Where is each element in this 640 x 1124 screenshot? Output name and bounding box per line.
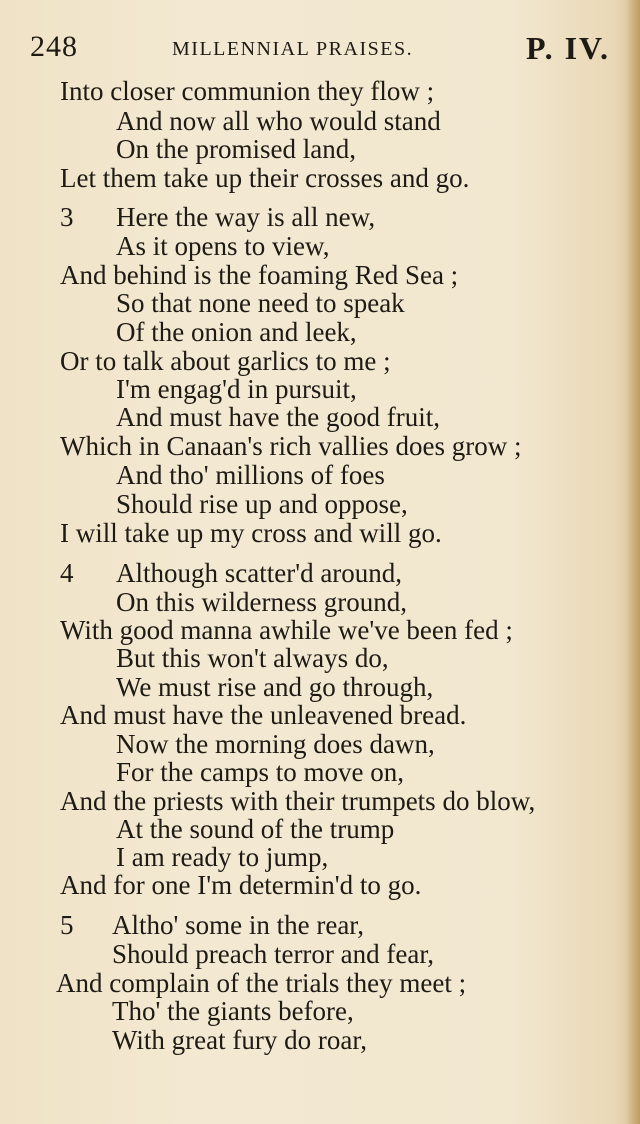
verse-line: And tho' millions of foes [116, 460, 385, 490]
verse-line: Or to talk about garlics to me ; [60, 346, 391, 376]
verse-line: And must have the unleavened bread. [60, 700, 467, 730]
verse-line: With great fury do roar, [112, 1025, 367, 1055]
verse-line: And now all who would stand [116, 106, 441, 136]
verse-line: Which in Canaan's rich vallies does grow ; [60, 431, 522, 461]
verse-line: And must have the good fruit, [116, 402, 440, 432]
page-header [30, 30, 610, 70]
verse-line: Should preach terror and fear, [112, 939, 435, 969]
verse-line: Of the onion and leek, [116, 317, 357, 347]
running-title: MILLENNIAL PRAISES. [172, 38, 414, 60]
page-number: 248 [30, 30, 78, 63]
verse-line: I am ready to jump, [116, 842, 329, 872]
verse-line: And complain of the trials they meet ; [56, 968, 467, 998]
verse-line: Although scatter'd around, [116, 558, 403, 588]
verse-line: But this won't always do, [116, 643, 389, 673]
verse-line: And for one I'm determin'd to go. [60, 870, 422, 900]
verse-line: And the priests with their trumpets do blow, [60, 786, 536, 816]
page-spine-shadow [626, 0, 640, 1124]
verse-line: I will take up my cross and will go. [60, 518, 442, 548]
verse-line: And behind is the foaming Red Sea ; [60, 260, 459, 290]
verse-line: On this wilderness ground, [116, 587, 407, 617]
verse-line: So that none need to speak [116, 288, 405, 318]
stanza-number: 4 [60, 558, 74, 588]
verse-line: I'm engag'd in pursuit, [116, 374, 357, 404]
verse-line: Now the morning does dawn, [116, 729, 435, 759]
verse-line: Here the way is all new, [116, 202, 376, 232]
stanza-number: 5 [60, 910, 74, 940]
verse-line: On the promised land, [116, 134, 356, 164]
part-label: P. IV. [525, 30, 610, 66]
stanza-number: 3 [60, 202, 74, 232]
verse-line: At the sound of the trump [116, 814, 395, 844]
verse-line: Altho' some in the rear, [112, 910, 364, 940]
verse-line: Into closer communion they flow ; [60, 76, 435, 106]
verse-line: With good manna awhile we've been fed ; [60, 615, 513, 645]
verse-line: Tho' the giants before, [112, 996, 354, 1026]
verse-line: We must rise and go through, [116, 672, 434, 702]
verse-line: For the camps to move on, [116, 757, 404, 787]
verse-line: Let them take up their crosses and go. [60, 163, 470, 193]
verse-line: Should rise up and oppose, [116, 489, 408, 519]
verse-line: As it opens to view, [116, 231, 330, 261]
